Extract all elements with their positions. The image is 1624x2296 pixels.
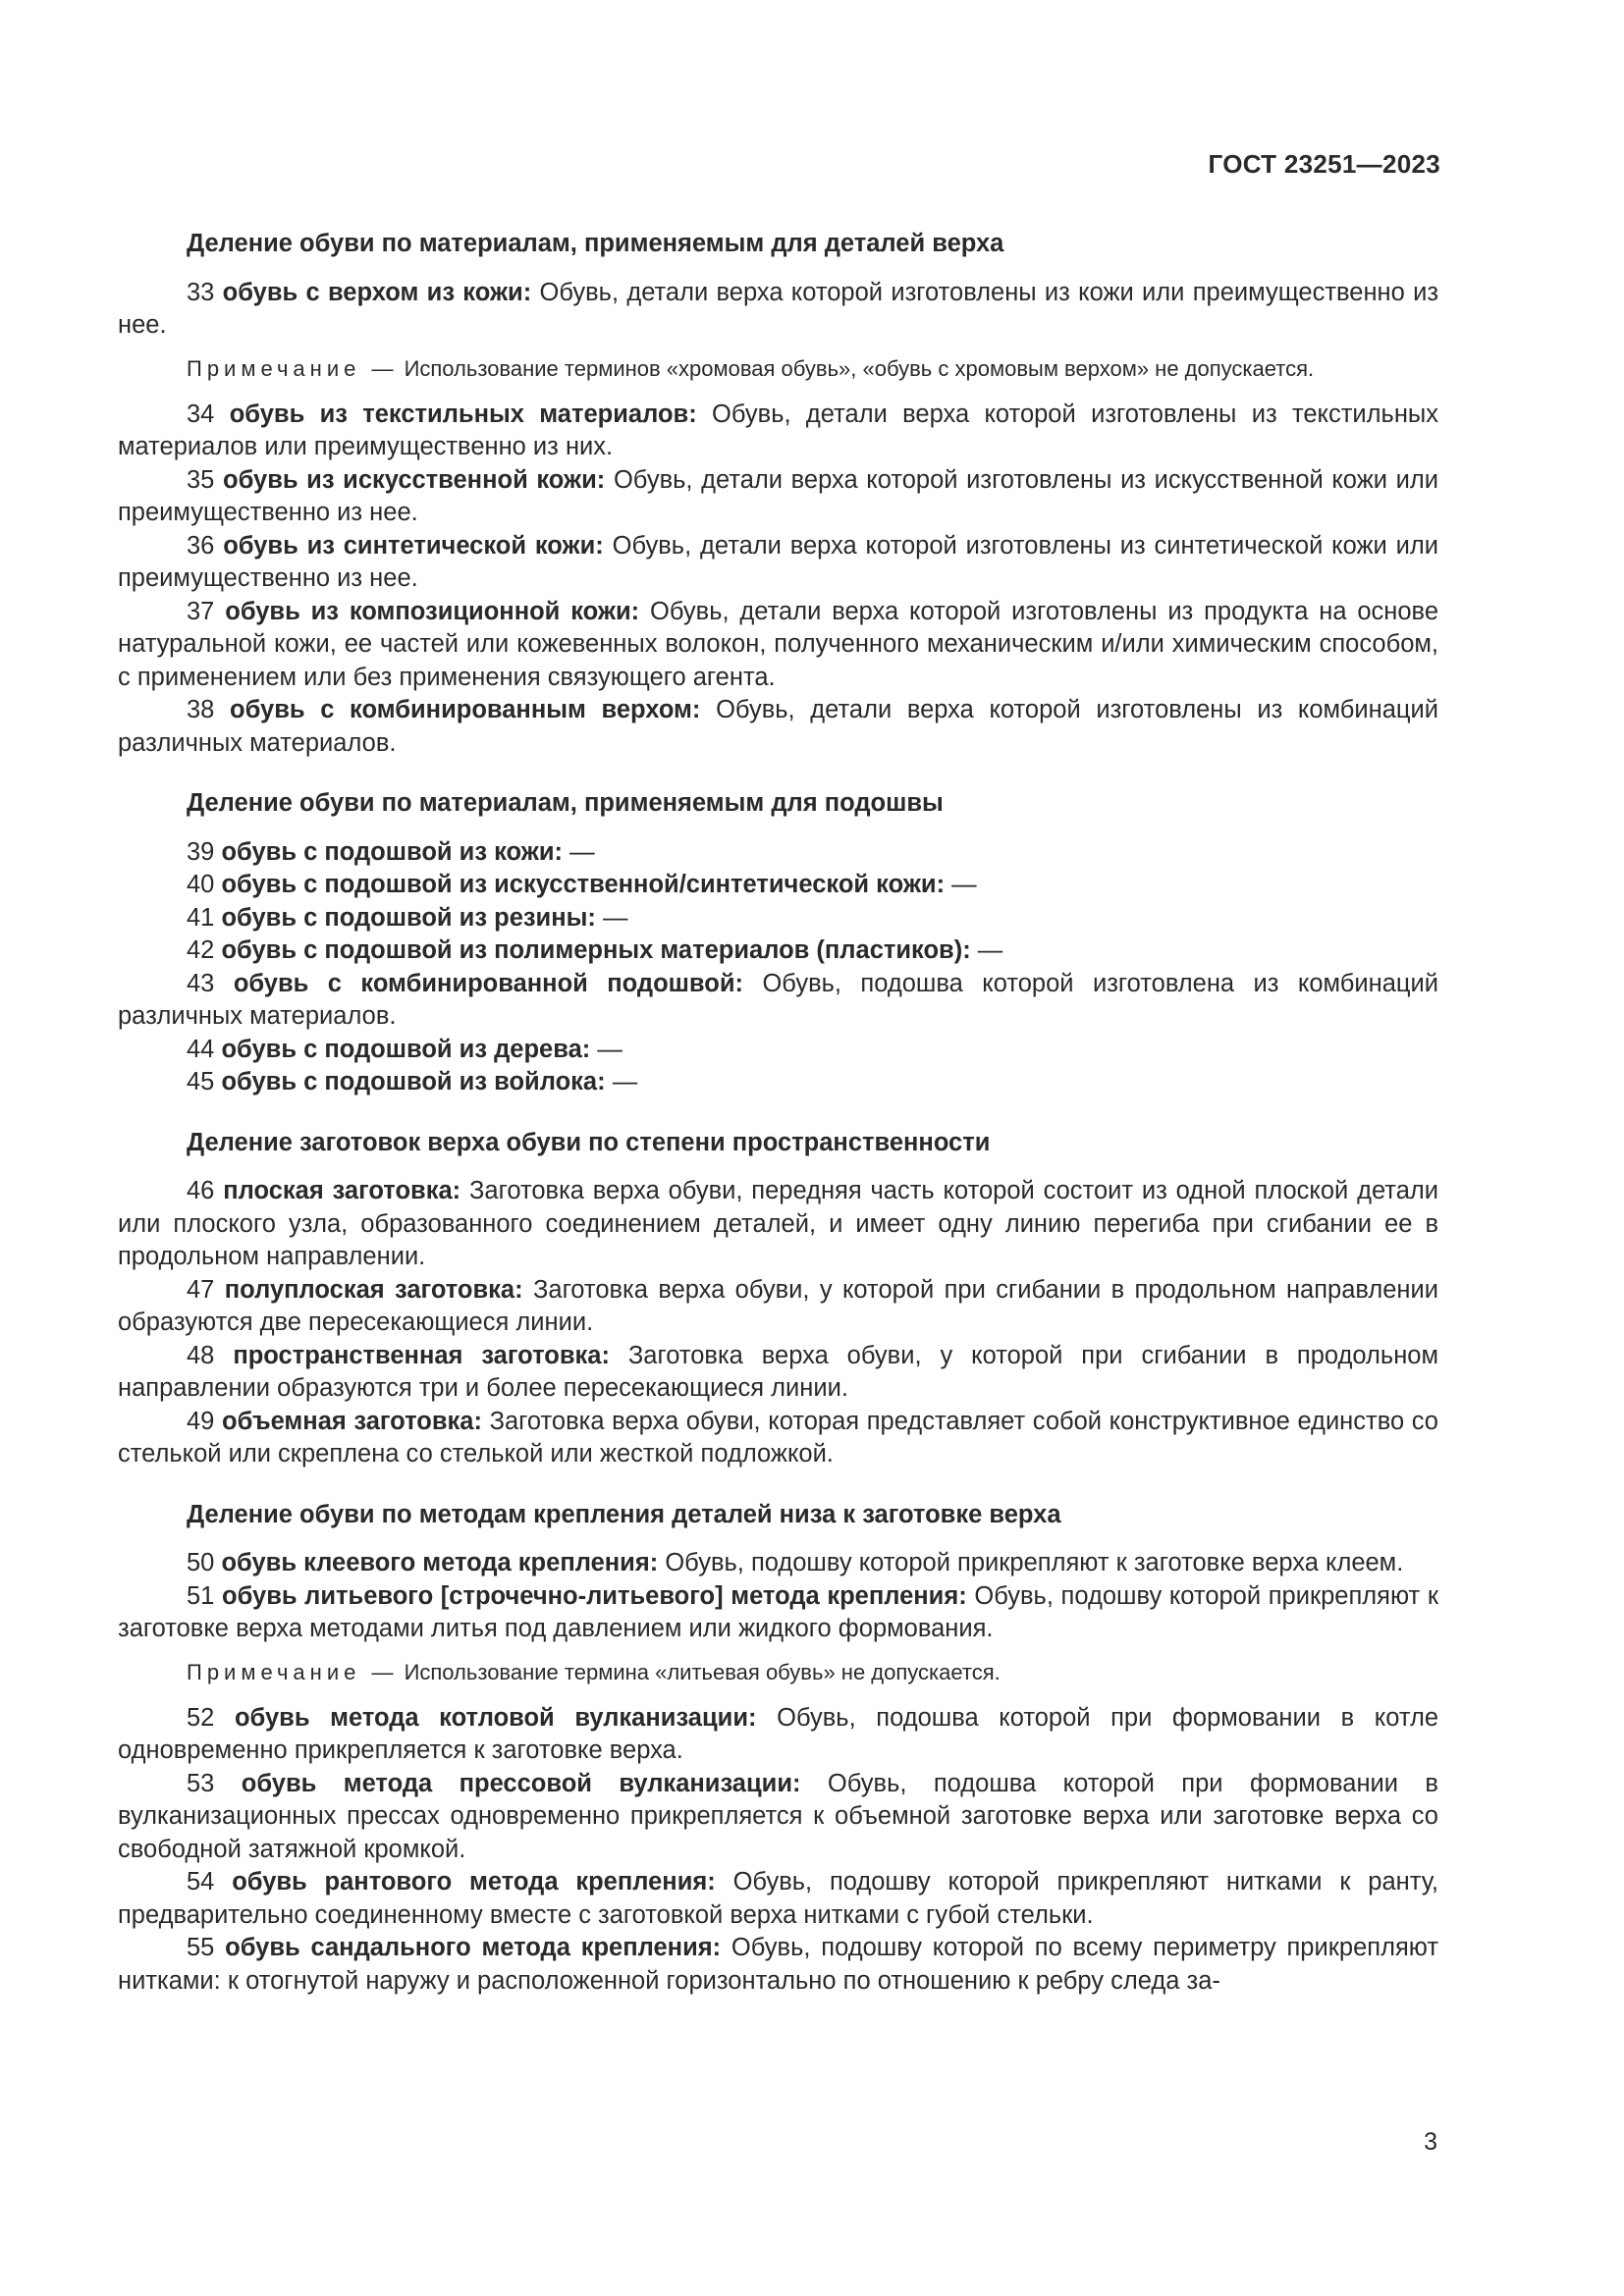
term-number: 35 bbox=[187, 465, 215, 494]
term-number: 38 bbox=[187, 696, 215, 723]
term-section bbox=[118, 1127, 1438, 1471]
term-number: 45 bbox=[187, 1068, 215, 1095]
term-definition: Обувь, детали верха которой изготовлены из комбинаций различных материалов. bbox=[118, 696, 1438, 757]
term-entry bbox=[118, 596, 1438, 695]
term-number: 40 bbox=[187, 871, 215, 898]
term-definition: Обувь, подошву которой прикрепляют к заготовке верха методами литья под давлением или жидкого формования. bbox=[118, 1581, 1439, 1642]
term-name: полуплоская заготовка: bbox=[224, 1275, 523, 1304]
term-definition: — bbox=[977, 936, 1003, 964]
term-number: 34 bbox=[187, 400, 215, 428]
term-definition: — bbox=[603, 903, 628, 932]
term-number: 51 bbox=[187, 1581, 215, 1610]
term-name: обувь с подошвой из искусственной/синтетической кожи: bbox=[221, 871, 946, 898]
term-name: обувь с подошвой из полимерных материалов (пластиков): bbox=[221, 936, 971, 964]
term-definition: — bbox=[951, 871, 977, 898]
section-heading: Деление обуви по материалам, применяемым для подошвы bbox=[187, 789, 944, 817]
term-name: обувь из текстильных материалов: bbox=[229, 400, 697, 428]
note-label: Примечание — bbox=[187, 1659, 399, 1684]
term-definition: — bbox=[612, 1068, 638, 1095]
term-entry bbox=[118, 1340, 1438, 1406]
term-definition: Заготовка верха обуви, у которой при сгибании в продольном направлении образуются две пересекающиеся линии. bbox=[118, 1275, 1439, 1336]
term-name: объемная заготовка: bbox=[222, 1407, 482, 1435]
section-heading: Деление обуви по методам крепления деталей низа к заготовке верха bbox=[187, 1500, 1061, 1528]
term-definition: Заготовка верха обуви, которая представляет собой конструктивное единство со стелькой или скреплена со стелькой или жесткой подложкой. bbox=[118, 1407, 1438, 1468]
term-number: 36 bbox=[187, 531, 215, 560]
term-entry bbox=[118, 1547, 1438, 1580]
term-entry bbox=[118, 1034, 1438, 1067]
term-entry bbox=[118, 694, 1438, 760]
term-entry bbox=[118, 869, 1438, 902]
term-definition: Обувь, детали верха которой изготовлены из кожи или преимущественно из нее. bbox=[118, 278, 1439, 339]
term-name: обувь рантового метода крепления: bbox=[232, 1868, 716, 1896]
term-number: 33 bbox=[187, 278, 215, 306]
term-entry bbox=[118, 1274, 1438, 1340]
term-entry bbox=[118, 902, 1438, 935]
term-definition: Заготовка верха обуви, передняя часть которой состоит из одной плоской детали или плоского узла, образованного соединением деталей, и имеет одну линию перегиба при сгибании ее в продольном направлении. bbox=[118, 1177, 1438, 1270]
term-number: 44 bbox=[187, 1035, 215, 1063]
term-definition: Обувь, детали верха которой изготовлены из синтетической кожи или преимущественно из нее. bbox=[118, 531, 1438, 592]
term-name: обувь метода котловой вулканизации: bbox=[234, 1703, 757, 1732]
term-entry bbox=[118, 1406, 1438, 1471]
term-name: обувь с подошвой из кожи: bbox=[221, 837, 564, 866]
term-name: пространственная заготовка: bbox=[233, 1341, 610, 1369]
term-name: обувь с комбинированной подошвой: bbox=[233, 969, 744, 997]
term-definition: Обувь, подошву которой прикрепляют к заготовке верха клеем. bbox=[665, 1549, 1404, 1576]
term-name: обувь метода прессовой вулканизации: bbox=[241, 1769, 801, 1797]
term-entry bbox=[118, 1768, 1438, 1867]
note-text: Использование терминов «хромовая обувь», «обувь с хромовым верхом» не допускается. bbox=[404, 355, 1315, 381]
section-heading: Деление заготовок верха обуви по степени пространственности bbox=[187, 1128, 991, 1156]
term-definition: — bbox=[569, 837, 595, 866]
term-name: обувь с подошвой из дерева: bbox=[221, 1035, 591, 1063]
term-entry bbox=[118, 1580, 1438, 1646]
document-code: ГОСТ 23251—2023 bbox=[1208, 149, 1440, 179]
term-entry bbox=[118, 1866, 1438, 1932]
note-text: Использование термина «литьевая обувь» не допускается. bbox=[404, 1659, 1001, 1684]
term-number: 42 bbox=[187, 936, 215, 964]
term-number: 53 bbox=[187, 1769, 215, 1797]
term-name: обувь с верхом из кожи: bbox=[222, 278, 532, 306]
document-body bbox=[118, 228, 1438, 1998]
term-entry bbox=[118, 399, 1438, 464]
term-entry bbox=[118, 530, 1438, 596]
note-label: Примечание — bbox=[187, 355, 399, 381]
term-number: 48 bbox=[187, 1341, 215, 1369]
term-name: обувь сандального метода крепления: bbox=[225, 1934, 722, 1961]
term-number: 49 bbox=[187, 1407, 215, 1435]
term-entry bbox=[118, 1175, 1438, 1274]
term-definition: Обувь, подошва которой при формовании в котле одновременно прикрепляется к заготовке верха. bbox=[118, 1703, 1438, 1764]
term-section bbox=[118, 787, 1438, 1099]
term-name: обувь из композиционной кожи: bbox=[225, 597, 640, 625]
term-section bbox=[118, 1499, 1438, 1999]
term-definition: Обувь, детали верха которой изготовлены из текстильных материалов или преимущественно из них. bbox=[118, 400, 1438, 460]
term-name: обувь клеевого метода крепления: bbox=[221, 1549, 659, 1576]
term-entry bbox=[118, 464, 1438, 530]
section-heading: Деление обуви по материалам, применяемым для деталей верха bbox=[187, 230, 1004, 257]
term-number: 41 bbox=[187, 903, 215, 932]
term-definition: Обувь, подошва которой при формовании в вулканизационных прессах одновременно прикрепляется к объемной заготовке верха или заготовке верха со свободной затяжной кромкой. bbox=[118, 1769, 1438, 1863]
term-name: обувь с подошвой из резины: bbox=[221, 903, 596, 932]
term-entry bbox=[118, 277, 1438, 343]
term-definition: Обувь, подошву которой прикрепляют нитками к ранту, предварительно соединенному вместе с заготовкой верха нитками с губой стельки. bbox=[118, 1868, 1438, 1929]
term-definition: — bbox=[597, 1035, 623, 1063]
term-name: плоская заготовка: bbox=[223, 1177, 461, 1204]
term-entry bbox=[118, 1066, 1438, 1099]
term-name: обувь с комбинированным верхом: bbox=[230, 696, 701, 723]
term-name: обувь из синтетической кожи: bbox=[223, 531, 604, 560]
term-number: 54 bbox=[187, 1868, 215, 1896]
note bbox=[118, 354, 1438, 383]
term-name: обувь из искусственной кожи: bbox=[223, 465, 606, 494]
term-number: 37 bbox=[187, 597, 215, 625]
term-entry bbox=[118, 934, 1438, 968]
term-definition: Заготовка верха обуви, у которой при сгибании в продольном направлении образуются три и более пересекающиеся линии. bbox=[118, 1341, 1439, 1402]
term-entry bbox=[118, 836, 1438, 870]
page-number: 3 bbox=[1424, 2128, 1437, 2156]
term-entry bbox=[118, 1932, 1438, 1998]
term-definition: Обувь, детали верха которой изготовлены из продукта на основе натуральной кожи, ее частей или кожевенных волокон, полученного механическим и/или химическим способом, с применением или без применения связующего агента. bbox=[118, 597, 1438, 691]
term-definition: Обувь, подошва которой изготовлена из комбинаций различных материалов. bbox=[118, 969, 1438, 1030]
term-definition: Обувь, подошву которой по всему периметру прикрепляют нитками: к отогнутой наружу и расположенной горизонтально по отношению к ребру следа за- bbox=[118, 1934, 1438, 1995]
term-entry bbox=[118, 1702, 1438, 1768]
term-number: 47 bbox=[187, 1275, 215, 1304]
note bbox=[118, 1658, 1438, 1686]
term-number: 46 bbox=[187, 1177, 215, 1204]
term-number: 43 bbox=[187, 969, 215, 997]
term-number: 50 bbox=[187, 1549, 215, 1576]
term-number: 55 bbox=[187, 1934, 215, 1961]
term-name: обувь с подошвой из войлока: bbox=[221, 1068, 606, 1095]
term-section bbox=[118, 228, 1438, 760]
term-number: 39 bbox=[187, 837, 215, 866]
term-number: 52 bbox=[187, 1703, 215, 1732]
term-definition: Обувь, детали верха которой изготовлены из искусственной кожи или преимущественно из нее. bbox=[118, 465, 1439, 526]
term-name: обувь литьевого [строчечно-литьевого] метода крепления: bbox=[222, 1581, 967, 1610]
term-entry bbox=[118, 968, 1438, 1034]
